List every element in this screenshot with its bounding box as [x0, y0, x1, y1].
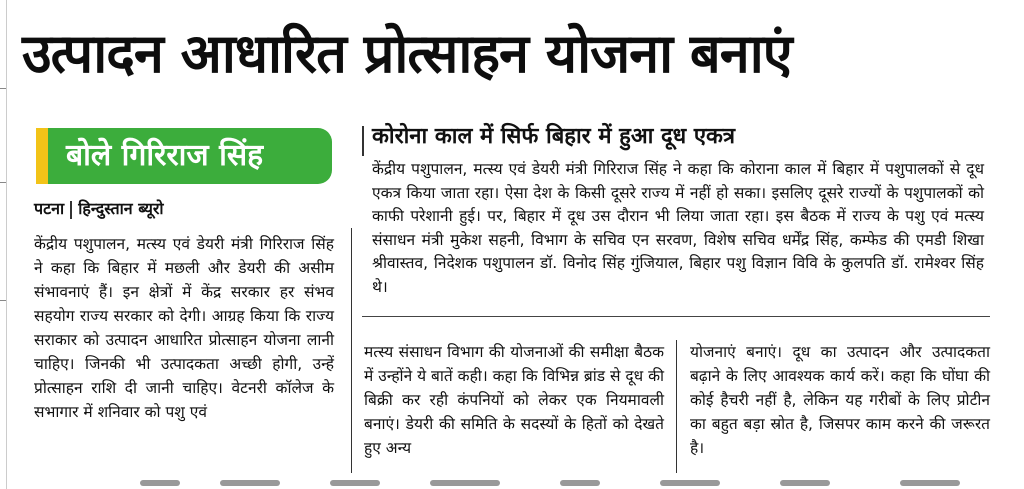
- dateline-place: पटना: [34, 199, 65, 218]
- box-bottom-rule: [362, 316, 990, 317]
- dateline: [34, 197, 164, 219]
- kicker-text: बोले गिरिराज सिंह: [66, 138, 264, 173]
- kicker-accent-bar: [36, 128, 48, 184]
- article-column-1: केंद्रीय पशुपालन, मत्स्य एवं डेयरी मंत्री गिरिराज सिंह ने कहा कि बिहार में मछली और डेयरी की असीम संभावनाएं हैं। इन क्षेत्रों में केंद्र सरकार हर संभव सहयोग राज्य सरकार को देगी। आग्रह किया कि राज्य सराकार को उत्पादन आधारित प्रोत्साहन योजना लानी चाहिए। जिनकी भी उत्पादकता अच्छी होगी, उन्हें प्रोत्साहन राशि दी जानी चाहिए। वेटनरी कॉलेज के सभागार में शनिवार को पशु एवं: [34, 235, 334, 421]
- edge-tick: [0, 88, 6, 89]
- edge-tick: [0, 182, 6, 183]
- edge-tick: [0, 300, 6, 301]
- kicker-banner: [36, 128, 332, 184]
- article-column-3: योजनाएं बनाएं। दूध का उत्पादन और उत्पादकता बढ़ाने के लिए आवश्यक कार्य करें। कहा कि घोंघा की कोई हैचरी नहीं है, लेकिन यह गरीबों के लिए प्रोटीन का बहुत बड़ा स्रोत है, जिसपर काम करने की जरूरत है।: [690, 343, 990, 457]
- article-column-2: मत्स्य संसाधन विभाग की योजनाओं की समीक्षा बैठक में उन्होंने ये बातें कही। कहा कि विभिन्न ब्रांड से दूध की बिक्री कर रही कंपनियों को लेकर एक नियमावली बनाएं। डेयरी की समिति के सदस्यों के हितों को देखते हुए अन्य: [364, 343, 664, 457]
- box-accent-rule: [362, 126, 364, 156]
- box-body-text: केंद्रीय पशुपालन, मत्स्य एवं डेयरी मंत्री गिरिराज सिंह ने कहा कि कोराना काल में बिहार में पशुपालकों से दूध एकत्र किया जाता रहा। ऐसा देश के किसी दूसरे राज्य में नहीं हो सका। इसलिए दूसरे राज्यों के पशुपालकों को काफी परेशानी हुई। पर, बिहार में दूध उस दौरान भी लिया जाता रहा। इस बैठक में राज्य के पशु एवं मत्स्य संसाधन मंत्री मुकेश सहनी, विभाग के सचिव एन सरवण, विशेष सचिव धर्मेंद्र सिंह, कम्फेड की एमडी शिखा श्रीवास्तव, निदेशक पशुपालन डॉ. विनोद सिंह गुंजियाल, बिहार पशु विज्ञान विवि के कुलपति डॉ. रामेश्वर सिंह थे।: [372, 160, 984, 296]
- box-subhead: कोरोना काल में सिर्फ बिहार में हुआ दूध एकत्र: [372, 124, 736, 149]
- column-divider: [351, 228, 352, 473]
- headline: उत्पादन आधारित प्रोत्साहन योजना बनाएं: [22, 22, 792, 85]
- next-page-text-fragments: [140, 480, 1000, 489]
- dateline-bureau: हिन्दुस्तान ब्यूरो: [78, 199, 164, 218]
- dateline-separator: [70, 201, 72, 219]
- column-divider: [676, 340, 677, 473]
- page-edge-strip: [0, 0, 7, 489]
